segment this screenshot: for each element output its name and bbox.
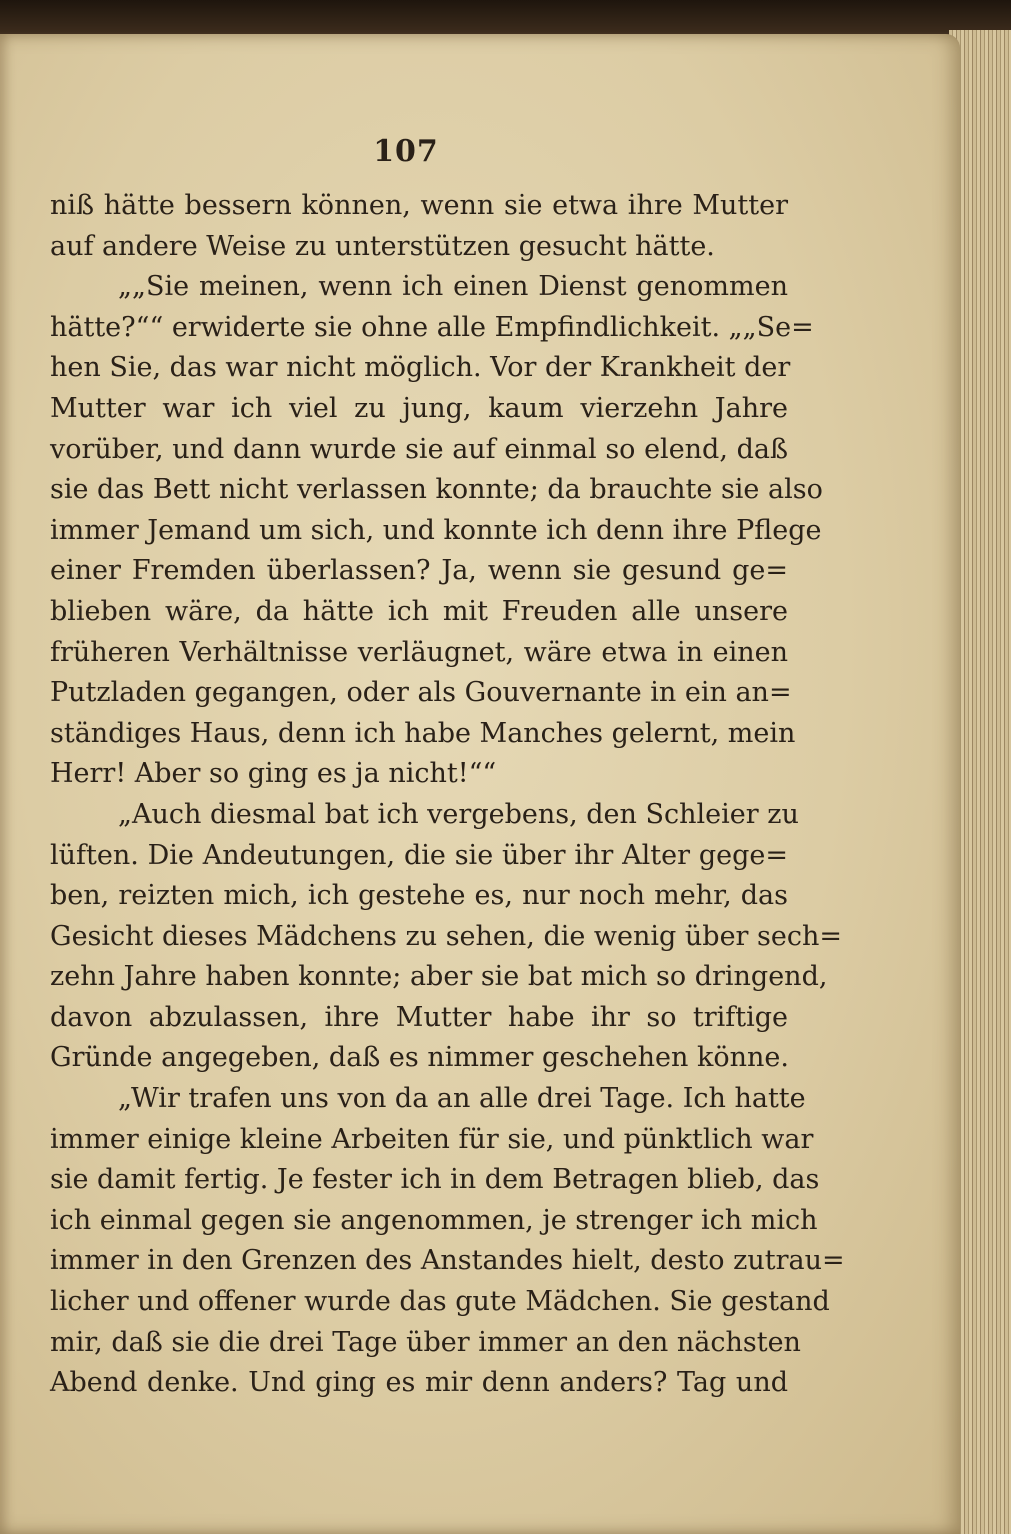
- text-line: früheren Verhältnisse verläugnet, wäre etwa in einen: [50, 636, 788, 668]
- text-line: ich einmal gegen sie angenommen, je strenger ich mich: [50, 1204, 818, 1236]
- text-line: mir, daß sie die drei Tage über immer an den nächsten: [50, 1326, 801, 1358]
- text-line: immer Jemand um sich, und konnte ich denn ihre Pflege: [50, 514, 822, 546]
- text-line: immer in den Grenzen des Anstandes hielt, desto zutrau=: [50, 1245, 845, 1277]
- text-line: einer Fremden überlassen? Ja, wenn sie gesund ge=: [50, 555, 788, 587]
- text-line: „„Sie meinen, wenn ich einen Dienst genommen: [118, 271, 788, 303]
- text-line: Putzladen gegangen, oder als Gouvernante in ein an=: [50, 677, 792, 709]
- text-line: lüften. Die Andeutungen, die sie über ihr Alter gege=: [50, 839, 788, 871]
- text-line: sie damit fertig. Je fester ich in dem Betragen blieb, das: [50, 1164, 820, 1196]
- text-line: licher und offener wurde das gute Mädchen. Sie gestand: [50, 1286, 830, 1318]
- text-line: Gesicht dieses Mädchens zu sehen, die wenig über sech=: [50, 920, 843, 952]
- text-line: Herr! Aber so ging es ja nicht!““: [50, 758, 497, 790]
- text-line: niß hätte bessern können, wenn sie etwa ihre Mutter: [50, 190, 788, 221]
- text-line: auf andere Weise zu unterstützen gesucht hätte.: [50, 230, 715, 262]
- page-text: [50, 186, 845, 1404]
- text-line: „Auch diesmal bat ich vergebens, den Schleier zu: [118, 798, 799, 830]
- text-line: hätte?““ erwiderte sie ohne alle Empfindlichkeit. „„Se=: [50, 311, 814, 343]
- text-line: ben, reizten mich, ich gestehe es, nur noch mehr, das: [50, 880, 788, 912]
- text-line: Abend denke. Und ging es mir denn anders? Tag und: [50, 1367, 788, 1399]
- text-line: blieben wäre, da hätte ich mit Freuden alle unsere: [50, 595, 788, 627]
- text-line: hen Sie, das war nicht möglich. Vor der Krankheit der: [50, 352, 791, 384]
- text-line: sie das Bett nicht verlassen konnte; da brauchte sie also: [50, 474, 823, 506]
- text-line: vorüber, und dann wurde sie auf einmal so elend, daß: [50, 433, 788, 465]
- book-page: [0, 34, 960, 1534]
- text-line: Mutter war ich viel zu jung, kaum vierzehn Jahre: [50, 392, 788, 424]
- text-line: zehn Jahre haben konnte; aber sie bat mich so dringend,: [50, 961, 828, 993]
- page-number: 107: [373, 134, 439, 169]
- text-line: immer einige kleine Arbeiten für sie, und pünktlich war: [50, 1123, 814, 1155]
- text-line: „Wir trafen uns von da an alle drei Tage. Ich hatte: [118, 1083, 806, 1115]
- text-line: Gründe angegeben, daß es nimmer geschehen könne.: [50, 1042, 789, 1074]
- text-line: davon abzulassen, ihre Mutter habe ihr so triftige: [50, 1001, 788, 1033]
- text-line: ständiges Haus, denn ich habe Manches gelernt, mein: [50, 717, 796, 749]
